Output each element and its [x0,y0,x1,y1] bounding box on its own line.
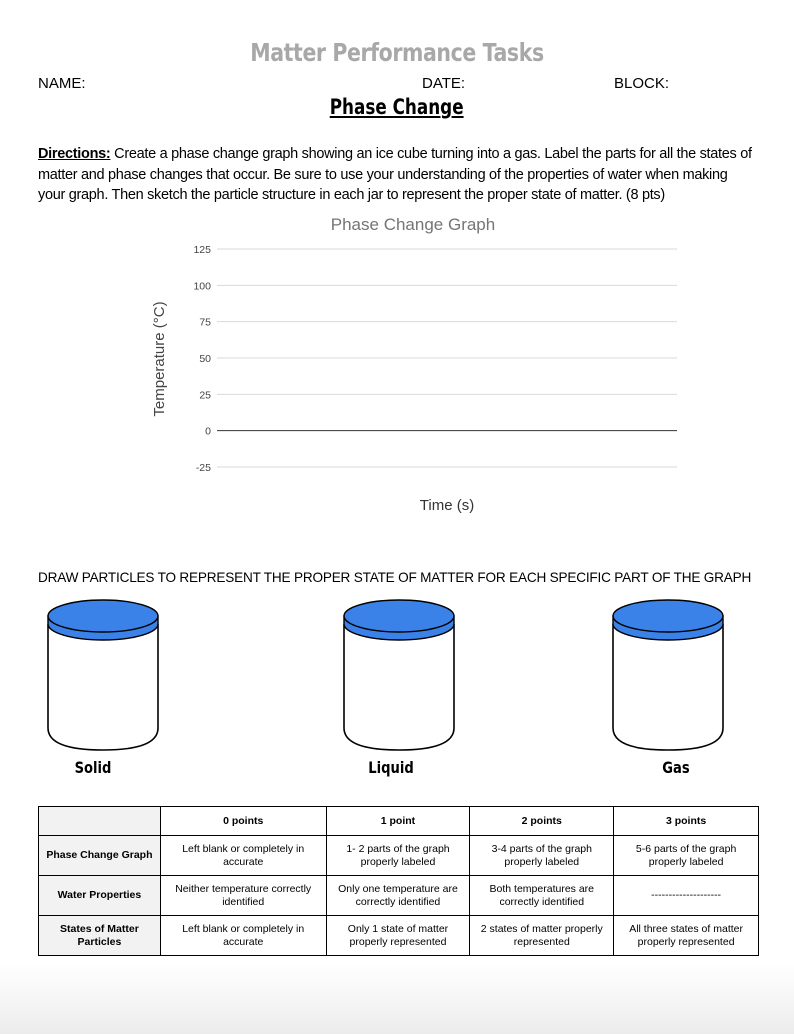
subtitle-text: Phase Change [330,95,464,119]
rubric-row-water-properties [39,876,759,916]
jar-label-gas: Gas [662,758,690,777]
jar-liquid[interactable] [336,598,462,758]
y-tick-label: 25 [199,389,211,402]
y-tick-label: 50 [199,353,211,365]
rubric-cell: 1- 2 parts of the graph properly labeled [326,836,470,876]
jar-solid[interactable] [40,598,166,758]
y-tick-label: 0 [205,425,211,438]
block-label: BLOCK: [614,75,670,92]
rubric-cell: Neither temperature correctly identified [160,876,326,916]
directions-paragraph [38,144,758,206]
rubric-criterion: Water Properties [39,876,161,916]
y-tick-label: 125 [193,244,211,256]
rubric-header-row [39,807,759,836]
rubric-cell: Both temperatures are correctly identified [470,876,614,916]
jar-lid-top [344,600,454,632]
directions-text: Create a phase change graph showing an ice cube turning into a gas. Label the parts for all the states of matter and phase changes that occur. Be sure to use your understanding of the properties of water when making your graph. Then sketch the particle structure in each jar to represent the proper state of matter. (8 pts) [38,146,752,203]
directions-label: Directions: [38,146,111,162]
jar-body [613,624,723,750]
rubric-cell: Left blank or completely in accurate [160,916,326,956]
rubric-criterion: States of Matter Particles [39,916,161,956]
page-bottom-shade [0,964,794,1034]
rubric-header-corner [39,807,161,836]
name-label: NAME: [38,75,86,92]
rubric-row-phase-change-graph [39,836,759,876]
chart-title: Phase Change Graph [330,215,496,234]
phase-change-chart [0,205,794,525]
y-axis-label: Temperature (°C) [151,301,168,417]
rubric-header-0-points: 0 points [160,807,326,836]
jar-gas[interactable] [605,598,731,758]
y-tick-label: -25 [195,462,211,474]
rubric-criterion: Phase Change Graph [39,836,161,876]
y-axis-ticks [193,244,211,474]
y-tick-label: 100 [193,280,211,293]
rubric-cell: 5-6 parts of the graph properly labeled [614,836,759,876]
jar-label-solid: Solid [74,758,112,777]
jar-label-liquid: Liquid [368,758,414,777]
chart-grid [217,249,677,467]
y-tick-label: 75 [199,316,211,329]
rubric-header-2-points: 2 points [470,807,614,836]
rubric-cell: Only one temperature are correctly identified [326,876,470,916]
date-label: DATE: [422,75,466,92]
jar-lid-top [48,600,158,632]
rubric-cell: 2 states of matter properly represented [470,916,614,956]
rubric-cell: Left blank or completely in accurate [160,836,326,876]
document-title: Matter Performance Tasks [250,38,544,67]
rubric-cell: Only 1 state of matter properly represented [326,916,470,956]
jar-body [344,624,454,750]
rubric-cell: -------------------- [614,876,759,916]
rubric-header-1-point: 1 point [326,807,470,836]
x-axis-label: Time (s) [419,497,475,514]
rubric-header-3-points: 3 points [614,807,759,836]
rubric-table [38,806,759,956]
draw-particles-instructions: DRAW PARTICLES TO REPRESENT THE PROPER STATE OF MATTER FOR EACH SPECIFIC PART OF THE GRAPH [38,570,752,585]
jar-lid-top [613,600,723,632]
rubric-cell: 3-4 parts of the graph properly labeled [470,836,614,876]
rubric-cell: All three states of matter properly represented [614,916,759,956]
subtitle [0,95,794,119]
rubric-row-states-of-matter [39,916,759,956]
jar-body [48,624,158,750]
